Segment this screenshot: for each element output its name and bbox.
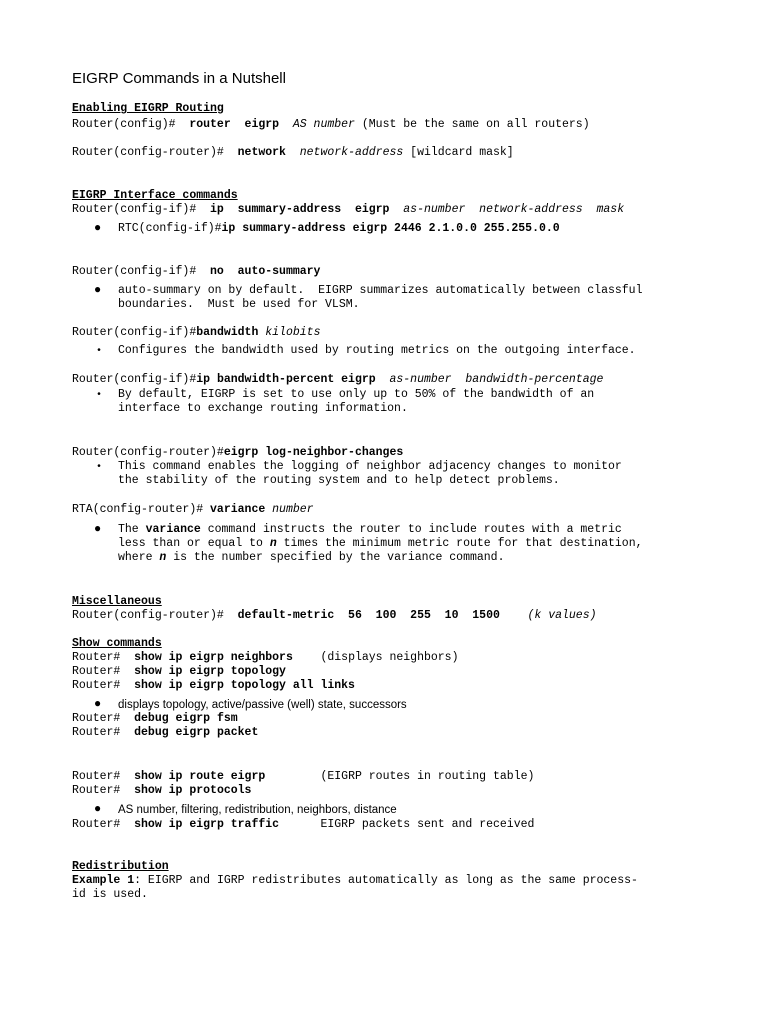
prompt: Router(config-router)#: [72, 446, 224, 459]
command: debug eigrp fsm: [134, 712, 238, 725]
cmd-show-route-eigrp: [72, 770, 534, 784]
cmd-summary-address: [72, 203, 624, 217]
argument: AS number: [279, 118, 355, 131]
command: eigrp log-neighbor-changes: [223, 446, 404, 459]
keyword: variance: [145, 523, 201, 536]
redistribution-example-line2: id is used.: [72, 888, 148, 901]
argument: as-number bandwidth-percentage: [375, 373, 604, 386]
command: default-metric 56 100 255 10 1500: [237, 609, 500, 622]
command: show ip eigrp topology: [134, 665, 286, 678]
argument: network-address: [285, 146, 404, 159]
bullet-icon: ●: [94, 522, 102, 536]
prompt: Router#: [72, 679, 135, 692]
heading-miscellaneous: Miscellaneous: [72, 595, 162, 608]
cmd-bandwidth-percent: [72, 373, 603, 387]
cmd-router-eigrp: [72, 118, 590, 132]
prompt: Router(config-if)#: [72, 203, 211, 216]
command: show ip eigrp traffic: [134, 818, 280, 831]
page-title: EIGRP Commands in a Nutshell: [72, 70, 286, 87]
bullet-icon: •: [96, 390, 103, 401]
bullet-bandwidth-percent-line2: interface to exchange routing information.: [118, 402, 408, 415]
bullet-topology-info: displays topology, active/passive (well) state, successors: [118, 699, 407, 711]
text: is the number specified by the variance command.: [166, 551, 505, 564]
text: times the minimum metric route for that destination,: [276, 537, 643, 550]
command: ip bandwidth-percent eigrp: [196, 373, 376, 386]
note: (EIGRP routes in routing table): [265, 770, 535, 783]
cmd-variance: [72, 503, 314, 517]
bullet-log-neighbor-line2: the stability of the routing system and to help detect problems.: [118, 474, 560, 487]
prompt: Router(config)#: [72, 118, 190, 131]
note: (displays neighbors): [292, 651, 459, 664]
prompt: Router(config-if)#: [72, 326, 197, 339]
prompt: Router#: [72, 784, 135, 797]
bullet-icon: ●: [94, 802, 102, 816]
bullet-icon: •: [96, 346, 103, 357]
keyword: n: [269, 537, 277, 550]
prompt: RTA(config-router)#: [72, 503, 211, 516]
heading-show-commands: Show commands: [72, 637, 162, 650]
text: The: [118, 523, 146, 536]
command: show ip protocols: [134, 784, 252, 797]
argument: kilobits: [258, 326, 321, 339]
argument: number: [265, 503, 314, 516]
cmd-show-traffic: [72, 818, 534, 832]
bullet-protocols-info: AS number, filtering, redistribution, neighbors, distance: [118, 804, 397, 816]
command: router eigrp: [189, 118, 280, 131]
bullet-variance-line2: [118, 537, 643, 551]
prompt: RTC(config-if)#: [118, 222, 222, 235]
note: EIGRP packets sent and received: [279, 818, 535, 831]
bullet-icon: ●: [94, 283, 102, 297]
bullet-icon: ●: [94, 697, 102, 711]
prompt: Router#: [72, 770, 135, 783]
prompt: Router(config-if)#: [72, 373, 197, 386]
text: : EIGRP and IGRP redistributes automatically as long as the same process-: [134, 874, 638, 887]
prompt: Router#: [72, 712, 135, 725]
cmd-debug-fsm: [72, 712, 238, 726]
heading-interface-commands: EIGRP Interface commands: [72, 189, 238, 202]
prompt: Router#: [72, 726, 135, 739]
text: less than or equal to: [118, 537, 270, 550]
bullet-variance-line3: [118, 551, 504, 565]
cmd-show-topology-all-links: [72, 679, 355, 693]
command: show ip eigrp topology all links: [134, 679, 355, 692]
cmd-default-metric: [72, 609, 597, 623]
command: show ip route eigrp: [134, 770, 266, 783]
note: [wildcard mask]: [403, 146, 514, 159]
bullet-summary-example: [118, 222, 560, 236]
command: show ip eigrp neighbors: [134, 651, 293, 664]
bullet-auto-summary-line2: boundaries. Must be used for VLSM.: [118, 298, 360, 311]
prompt: Router(config-if)#: [72, 265, 211, 278]
bullet-bandwidth: Configures the bandwidth used by routing metrics on the outgoing interface.: [118, 344, 636, 357]
prompt: Router#: [72, 818, 135, 831]
heading-redistribution: Redistribution: [72, 860, 169, 873]
bullet-icon: •: [96, 462, 103, 473]
example-label: Example 1: [72, 874, 135, 887]
cmd-show-protocols: [72, 784, 251, 798]
note: (Must be the same on all routers): [354, 118, 590, 131]
cmd-no-auto-summary: [72, 265, 320, 279]
cmd-show-neighbors: [72, 651, 459, 665]
bullet-auto-summary-line1: auto-summary on by default. EIGRP summarizes automatically between classful: [118, 284, 643, 297]
command: no auto-summary: [210, 265, 321, 278]
bullet-bandwidth-percent-line1: By default, EIGRP is set to use only up to 50% of the bandwidth of an: [118, 388, 595, 401]
heading-enabling-eigrp: Enabling EIGRP Routing: [72, 102, 224, 115]
bullet-variance-line1: [118, 523, 622, 537]
redistribution-example-line1: [72, 874, 638, 888]
cmd-bandwidth: [72, 326, 320, 340]
command: variance: [210, 503, 266, 516]
text: command instructs the router to include routes with a metric: [200, 523, 622, 536]
prompt: Router#: [72, 665, 135, 678]
prompt: Router(config-router)#: [72, 609, 238, 622]
prompt: Router(config-router)#: [72, 146, 238, 159]
command: debug eigrp packet: [134, 726, 259, 739]
text: where: [118, 551, 160, 564]
argument: as-number network-address mask: [389, 203, 625, 216]
command: bandwidth: [196, 326, 259, 339]
command: ip summary-address eigrp 2446 2.1.0.0 255.255.0.0: [221, 222, 560, 235]
cmd-show-topology: [72, 665, 286, 679]
bullet-icon: ●: [94, 221, 102, 235]
keyword: n: [159, 551, 167, 564]
prompt: Router#: [72, 651, 135, 664]
note: (k values): [499, 609, 597, 622]
command: network: [237, 146, 286, 159]
cmd-debug-packet: [72, 726, 258, 740]
cmd-log-neighbor-changes: [72, 446, 403, 460]
command: ip summary-address eigrp: [210, 203, 390, 216]
bullet-log-neighbor-line1: This command enables the logging of neighbor adjacency changes to monitor: [118, 460, 622, 473]
cmd-network: [72, 146, 514, 160]
